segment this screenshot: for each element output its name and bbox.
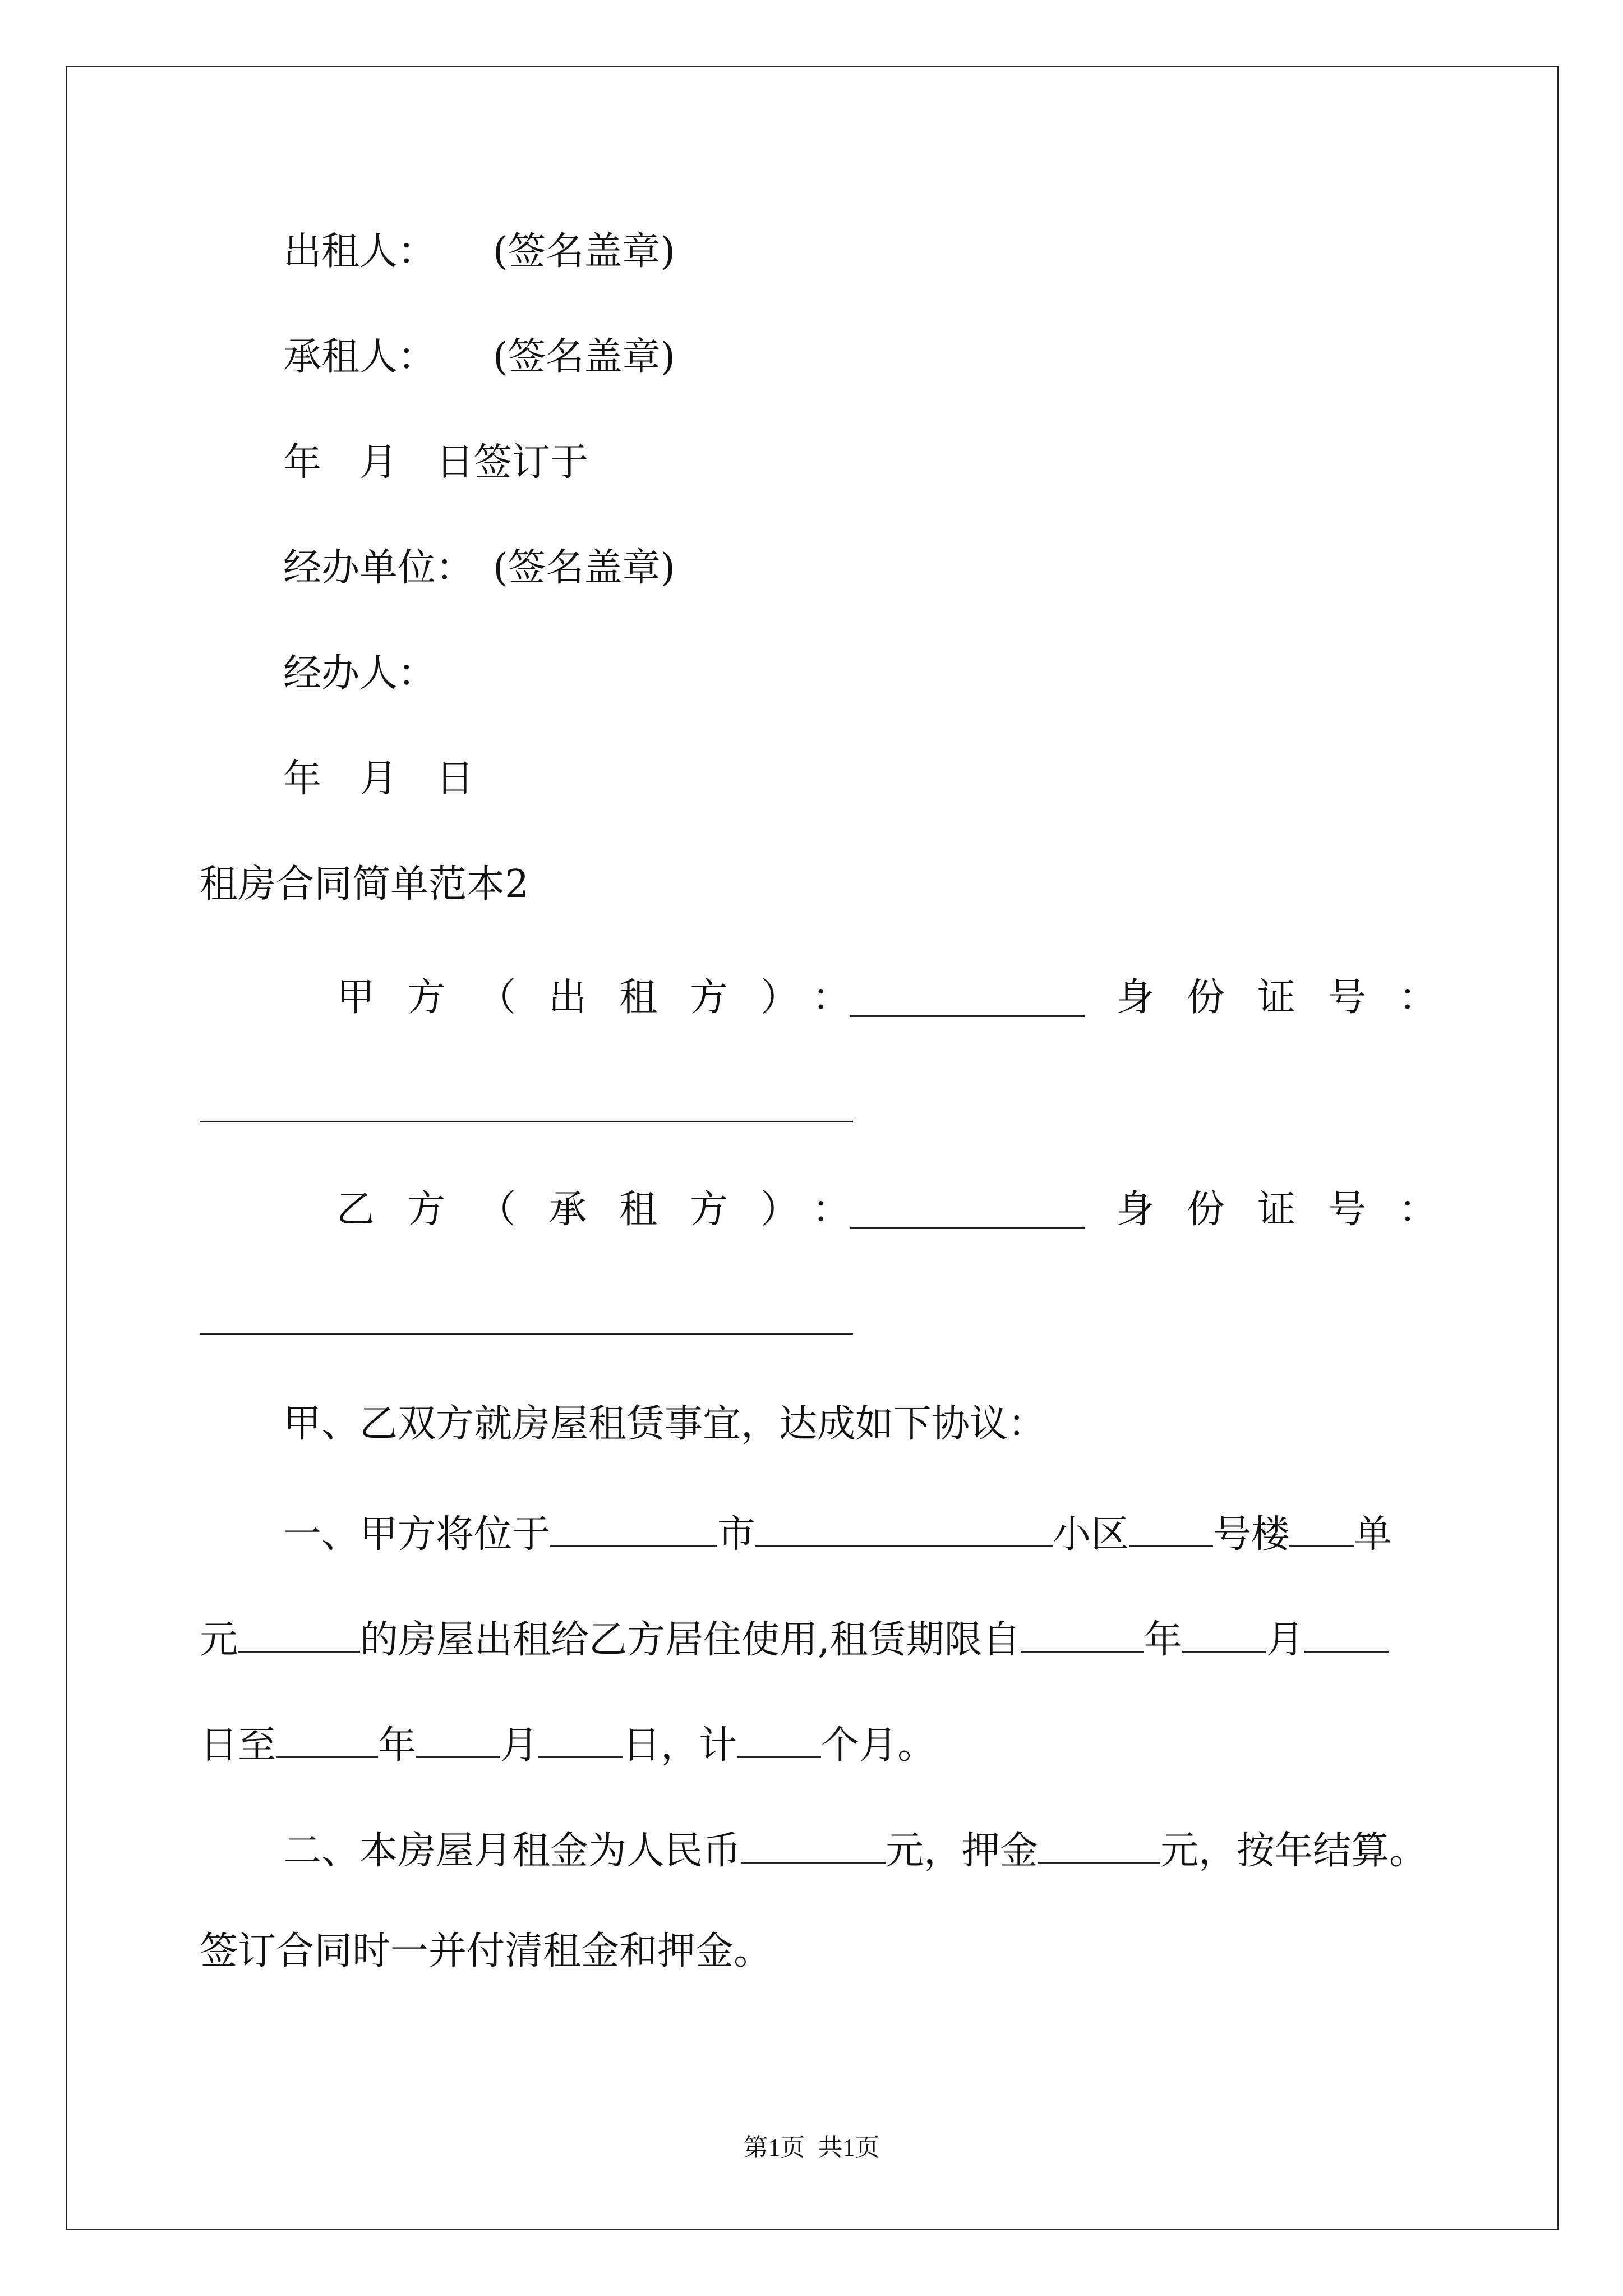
clause1-line2 — [200, 1616, 1389, 1662]
agreement-intro: 甲、乙双方就房屋租赁事宜，达成如下协议： — [283, 1402, 1046, 1446]
end-year-blank — [276, 1722, 378, 1758]
months-blank — [737, 1722, 821, 1758]
clause1-text: 市 — [717, 1512, 756, 1557]
clause1-text: 单 — [1354, 1512, 1393, 1557]
party-a-label: 甲方（出租方）： — [336, 976, 883, 1020]
clause1-text: 元 — [200, 1618, 238, 1662]
clause1-text: 年 — [378, 1723, 417, 1768]
agent-line: 经办人： — [283, 651, 436, 696]
start-month-blank — [1182, 1616, 1266, 1653]
clause1-text: 月 — [500, 1723, 539, 1768]
clause1-line3 — [200, 1722, 936, 1768]
clause1-text: 的房屋出租给乙方居住使用,租赁期限自 — [360, 1618, 1021, 1662]
clause1-text: 个月。 — [821, 1723, 936, 1768]
clause2-line1 — [283, 1827, 1428, 1873]
party-a-id-blank — [200, 1121, 853, 1122]
city-blank — [550, 1511, 717, 1547]
clause1-text: 一、甲方将位于 — [283, 1512, 551, 1557]
party-a-name-blank — [850, 1015, 1085, 1017]
end-month-blank — [416, 1722, 500, 1758]
clause2-text: 元，按年结算。 — [1160, 1829, 1428, 1873]
party-b-id-label: 身份证号： — [1116, 1188, 1470, 1232]
date-line: 年 月 日 — [283, 757, 474, 801]
page-total: 共1页 — [818, 2134, 880, 2161]
party-b-name-blank — [850, 1227, 1085, 1229]
clause1-line1 — [283, 1511, 1393, 1557]
page-border — [66, 66, 1559, 2230]
clause1-text: 月 — [1266, 1618, 1304, 1662]
clause1-text: 日，计 — [623, 1723, 737, 1768]
building-blank — [1129, 1511, 1213, 1547]
party-b-label: 乙方（承租方）： — [336, 1188, 883, 1232]
start-year-blank — [1021, 1616, 1144, 1653]
page-footer — [0, 2127, 1623, 2163]
clause1-text: 号楼 — [1213, 1512, 1290, 1557]
rent-blank — [741, 1827, 886, 1864]
clause2-text: 二、本房屋月租金为人民币 — [283, 1829, 741, 1873]
agency-signature-line: 经办单位： (签名盖章) — [283, 546, 676, 590]
unit-blank — [1289, 1511, 1354, 1547]
clause1-text: 年 — [1144, 1618, 1182, 1662]
start-day-blank — [1304, 1616, 1389, 1653]
deposit-blank — [1038, 1827, 1160, 1864]
lessee-signature-line: 承租人： (签名盖章) — [283, 335, 676, 379]
lessor-signature-line: 出租人： (签名盖章) — [283, 229, 676, 274]
room-blank — [238, 1616, 360, 1653]
clause2-text: 元，押金 — [886, 1829, 1039, 1873]
party-a-id-label: 身份证号： — [1116, 976, 1470, 1020]
community-blank — [755, 1511, 1053, 1547]
party-b-id-blank — [200, 1333, 853, 1335]
end-day-blank — [538, 1722, 623, 1758]
page-current: 第1页 — [743, 2134, 805, 2161]
clause1-text: 小区 — [1053, 1512, 1129, 1557]
clause2-line2: 签订合同时一并付清租金和押金。 — [200, 1929, 772, 1973]
clause1-text: 日至 — [200, 1723, 276, 1768]
document-title: 租房合同简单范本2 — [200, 862, 529, 907]
signed-date-line: 年 月 日签订于 — [283, 440, 589, 485]
